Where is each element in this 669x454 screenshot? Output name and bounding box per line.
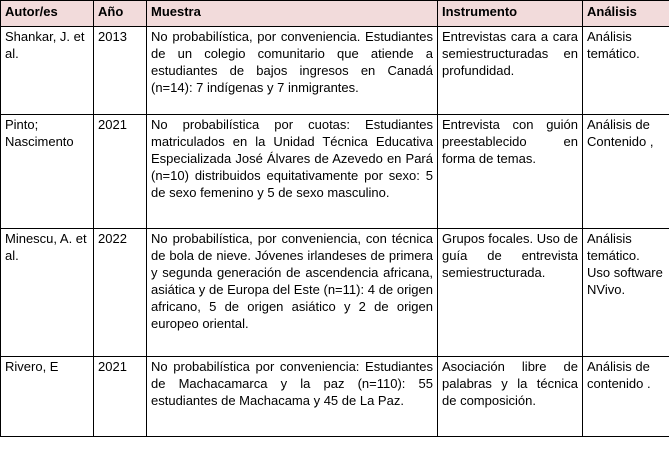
table-row — [1, 27, 669, 115]
header-instrumento: Instrumento — [438, 1, 583, 27]
header-analisis: Análisis — [583, 1, 669, 27]
header-muestra: Muestra — [147, 1, 438, 27]
cell-autor: Pinto; Nascimento — [1, 115, 94, 229]
table-row — [1, 229, 669, 357]
cell-anio: 2021 — [94, 115, 147, 229]
cell-anio: 2021 — [94, 357, 147, 437]
header-anio: Año — [94, 1, 147, 27]
cell-muestra: No probabilística por cuotas: Estudiantes matriculados en la Unidad Técnica Educativa Especializada José Álvares de Azevedo en Pará (n=10) distribuidos equitativamente por sexo: 5 de sexo femenino y 5 de sexo masculino. — [147, 115, 438, 229]
cell-anio: 2022 — [94, 229, 147, 357]
cell-autor: Shankar, J. et al. — [1, 27, 94, 115]
cell-analisis: Análisis de Contenido , — [583, 115, 669, 229]
cell-instrumento: Entrevista con guión preestablecido en forma de temas. — [438, 115, 583, 229]
header-row — [1, 1, 669, 27]
cell-instrumento: Entrevistas cara a cara semiestructuradas en profundidad. — [438, 27, 583, 115]
cell-analisis: Análisis temático. — [583, 27, 669, 115]
cell-analisis: Análisis temático. Uso software NVivo. — [583, 229, 669, 357]
cell-autor: Rivero, E — [1, 357, 94, 437]
cell-muestra: No probabilística, por conveniencia, con técnica de bola de nieve. Jóvenes irlandeses de primera y segunda generación de ascendencia africana, asiática y de Europa del Este (n=11): 4 de origen africano, 5 de origen asiático y 2 de origen europeo oriental. — [147, 229, 438, 357]
cell-autor: Minescu, A. et al. — [1, 229, 94, 357]
table-row — [1, 357, 669, 437]
cell-muestra: No probabilística, por conveniencia. Estudiantes de un colegio comunitario que atiende a estudiantes de bajos ingresos en Canadá (n=14): 7 indígenas y 7 inmigrantes. — [147, 27, 438, 115]
cell-instrumento: Asociación libre de palabras y la técnica de composición. — [438, 357, 583, 437]
cell-muestra: No probabilística por conveniencia: Estudiantes de Machacamarca y la paz (n=110): 55 estudiantes de Machacama y 45 de La Paz. — [147, 357, 438, 437]
table-row — [1, 115, 669, 229]
cell-analisis: Análisis de contenido . — [583, 357, 669, 437]
cell-instrumento: Grupos focales. Uso de guía de entrevista semiestructurada. — [438, 229, 583, 357]
header-autor: Autor/es — [1, 1, 94, 27]
cell-anio: 2013 — [94, 27, 147, 115]
